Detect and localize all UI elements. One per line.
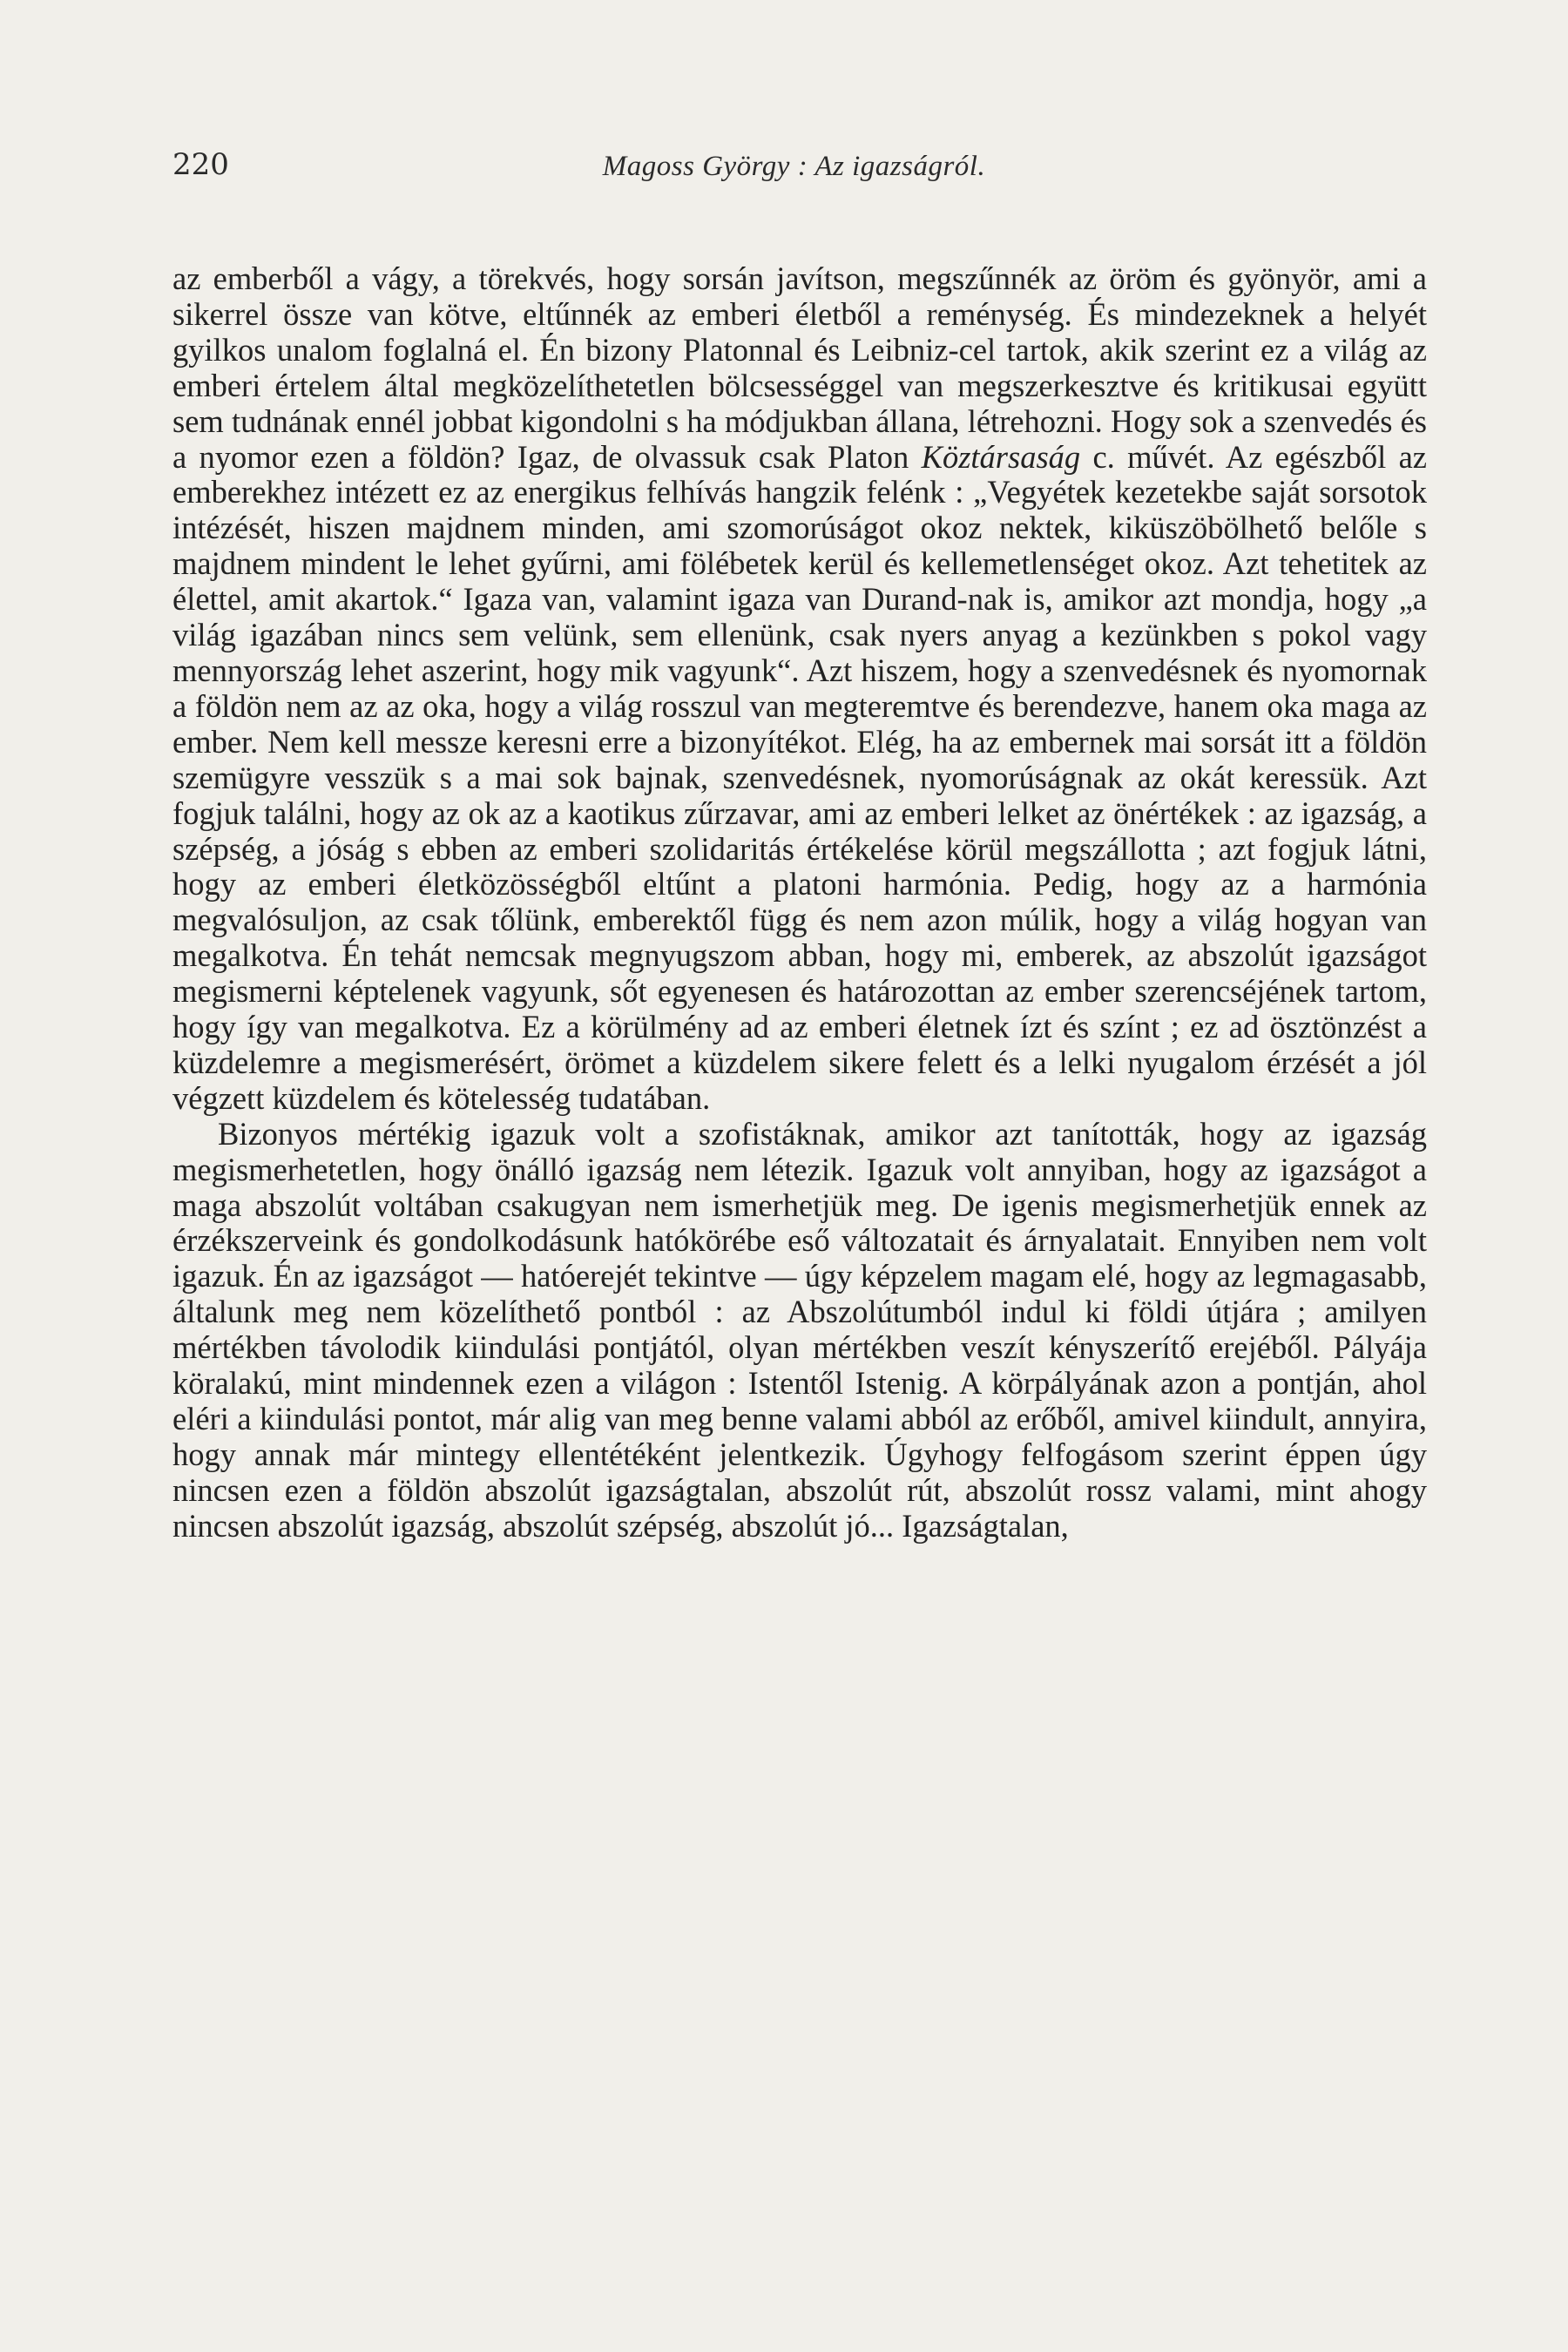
paragraph-text-part: az emberből a vágy, a törekvés, hogy sorsán javítson, megszűnnék az öröm és gyönyör, ami a sikerrel össze van kötve, eltűnnék az emberi életből a reménység. És mindezeknek a helyét gyilkos unalom foglalná el. Én bizony Platonnal és Leibniz-cel tartok, akik szerint ez a világ az emberi értelem által megközelíthetetlen bölcsességgel van megszerkesztve és kritikusai együtt sem tudnának ennél jobbat kigondolni s ha módjukban állana, létrehozni. Hogy sok a szenvedés és a nyomor ezen a földön? Igaz, de olvassuk csak Platon — [172, 260, 1427, 475]
paragraph: Bizonyos mértékig igazuk volt a szofistáknak, amikor azt tanították, hogy az igazság megismerhetetlen, hogy önálló igazság nem létezik. Igazuk volt annyiban, hogy az igazságot a maga abszolút voltában csakugyan nem ismerhetjük meg. De igenis megismerhetjük ennek az érzékszerveink és gondolkodásunk hatókörébe eső változatait és árnyalatait. Ennyiben nem volt igazuk. Én az igazságot — hatóerejét tekintve — úgy képzelem magam elé, hogy az legmagasabb, általunk meg nem közelíthető pontból : az Abszolútumból indul ki földi útjára ; amilyen mértékben távolodik kiindulási pontjától, olyan mértékben veszít kényszerítő erejéből. Pályája köralakú, mint mindennek ezen a világon : Istentől Istenig. A körpályának azon a pontján, ahol eléri a kiindulási pontot, már alig van meg benne valami abból az erőből, amivel kiindult, annyira, hogy annak már mintegy ellentétéként jelentkezik. Úgyhogy felfogásom szerint éppen úgy nincsen ezen a földön abszolút igazságtalan, abszolút rút, abszolút rossz valami, mint ahogy nincsen abszolút igazság, abszolút szépség, abszolút jó... Igazságtalan, — [172, 1115, 1427, 1544]
page-header — [172, 144, 1416, 196]
body-text — [172, 261, 1427, 1544]
paragraph-text-part: c. művét. Az egészből az emberekhez intézett ez az energikus felhívás hangzik felénk : „Vegyétek kezetekbe saját sorsotok intézését, hiszen majdnem minden, ami szomorúságot okoz nektek, kiküszöbölhető belőle s majdnem mindent le lehet gyűrni, ami fölébetek kerül és kellemetlenséget okoz. Azt tehetitek az élettel, amit akartok.“ Igaza van, valamint igaza van Durand-nak is, amikor azt mondja, hogy „a világ igazában nincs sem velünk, sem ellenünk, csak nyers anyag a kezünkben s pokol vagy mennyország lehet aszerint, hogy mik vagyunk“. Azt hiszem, hogy a szenvedésnek és nyomornak a földön nem az az oka, hogy a világ rosszul van megteremtve és berendezve, hanem oka maga az ember. Nem kell messze keresni erre a bizonyítékot. Elég, ha az embernek mai sorsát itt a földön szemügyre vesszük s a mai sok bajnak, szenvedésnek, nyomorúságnak az okát keressük. Azt fogjuk találni, hogy az ok az a kaotikus zűrzavar, ami az emberi lelket az önértékek : az igazság, a szépség, a jóság s ebben az emberi szolidaritás értékelése körül megszállotta ; azt fogjuk látni, hogy az emberi életközösségből eltűnt a platoni harmónia. Pedig, hogy az a harmónia megvalósuljon, az csak tőlünk, emberektől függ és nem azon múlik, hogy a világ hogyan van megalkotva. Én tehát nemcsak megnyugszom abban, hogy mi, emberek, az abszolút igazságot megismerni képtelenek vagyunk, sőt egyenesen és határozottan az ember szerencséjének tartom, hogy így van megalkotva. Ez a körülmény ad az emberi életnek ízt és színt ; ez ad ösztönzést a küzdelemre a megismerésért, örömet a küzdelem sikere felett és a lelki nyugalom érzését a jól végzett küzdelem és kötelesség tudatában. — [172, 438, 1427, 1116]
page-number: 220 — [172, 147, 229, 182]
book-title-italic: Köztársaság — [921, 438, 1081, 475]
paragraph-continued — [172, 261, 1427, 1117]
running-title: Magoss György : Az igazságról. — [602, 151, 986, 182]
